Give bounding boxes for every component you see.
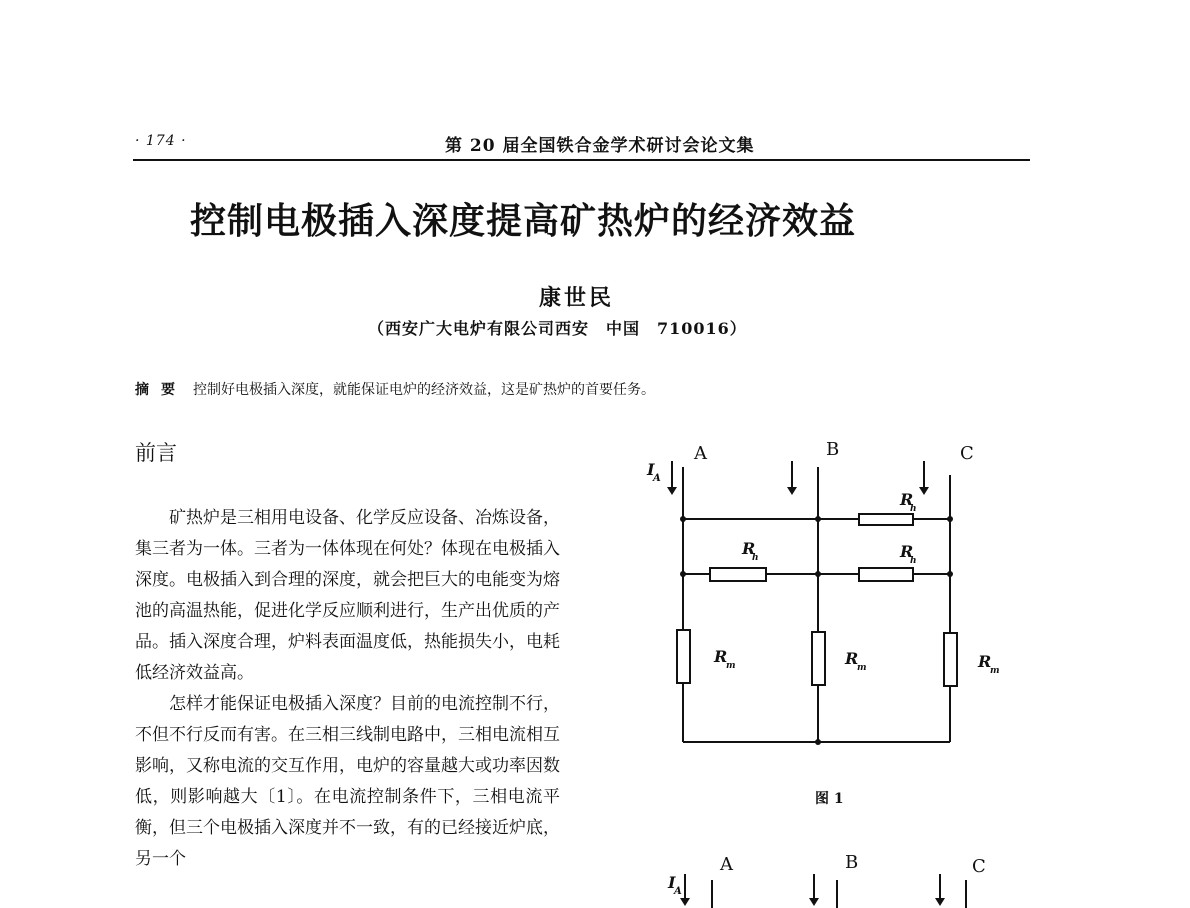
- fig1-resistor-label: R: [900, 542, 914, 561]
- fig1-load-sub: m: [726, 661, 736, 671]
- fig1-load-label: R: [845, 649, 859, 668]
- figure-1-circuit: [630, 437, 1030, 757]
- section-title: 前言: [135, 441, 177, 465]
- fig2-phase-b-label: B: [845, 852, 859, 873]
- fig2-phase-c-label: C: [972, 856, 986, 877]
- fig1-phase-c-label: C: [960, 443, 974, 464]
- paragraph: 矿热炉是三相用电设备、化学反应设备、冶炼设备，集三者为一体。三者为一体体现在何处？体现在电极插入深度。电极插入到合理的深度，就会把巨大的电能变为熔池的高温热能，促进化学反应顺利进行，生产出优质的产品。插入深度合理，炉料表面温度低，热能损失小，电耗低经济效益高。: [135, 508, 560, 683]
- figure-1-caption: 图 1: [815, 791, 844, 807]
- fig1-phase-a-label: A: [694, 443, 707, 464]
- header-rule: [133, 159, 1030, 161]
- abstract-label: 摘要: [135, 382, 187, 398]
- fig1-load-label: R: [714, 647, 728, 666]
- fig1-current-sub: A: [653, 473, 661, 484]
- abstract-text: 控制好电极插入深度，就能保证电炉的经济效益，这是矿热炉的首要任务。: [193, 382, 655, 398]
- running-title: 第 20 届全国铁合金学术研讨会论文集: [445, 136, 755, 156]
- fig1-load-sub: m: [857, 663, 867, 673]
- fig2-current-label: I: [668, 873, 676, 892]
- fig1-phase-b-label: B: [826, 439, 840, 460]
- fig1-load-label: R: [978, 652, 992, 671]
- fig1-resistor-label: R: [742, 539, 756, 558]
- fig2-phase-a-label: A: [720, 854, 733, 875]
- fig1-resistor-sub: h: [910, 556, 917, 566]
- body-text: [135, 503, 560, 875]
- affiliation: （西安广大电炉有限公司西安 中国 710016）: [368, 319, 747, 338]
- fig1-load-sub: m: [990, 666, 1000, 676]
- fig1-resistor-sub: h: [910, 504, 917, 514]
- paragraph: 怎样才能保证电极插入深度？目前的电流控制不行，不但不行反而有害。在三相三线制电路中，三相电流相互影响，又称电流的交互作用，电炉的容量越大或功率因数低，则影响越大〔1〕。在电流控制条件下，三相电流平衡，但三个电极插入深度并不一致，有的已经接近炉底，另一个: [135, 694, 560, 869]
- author-name: 康世民: [539, 285, 615, 311]
- figure-2-circuit: [660, 850, 1000, 908]
- fig2-current-sub: A: [674, 886, 682, 897]
- article-title: 控制电极插入深度提高矿热炉的经济效益: [190, 201, 857, 242]
- abstract: [135, 379, 655, 399]
- fig1-resistor-label: R: [900, 490, 914, 509]
- page-number: · 174 ·: [135, 133, 187, 149]
- fig1-resistor-sub: h: [752, 553, 759, 563]
- fig1-current-label: I: [647, 460, 655, 479]
